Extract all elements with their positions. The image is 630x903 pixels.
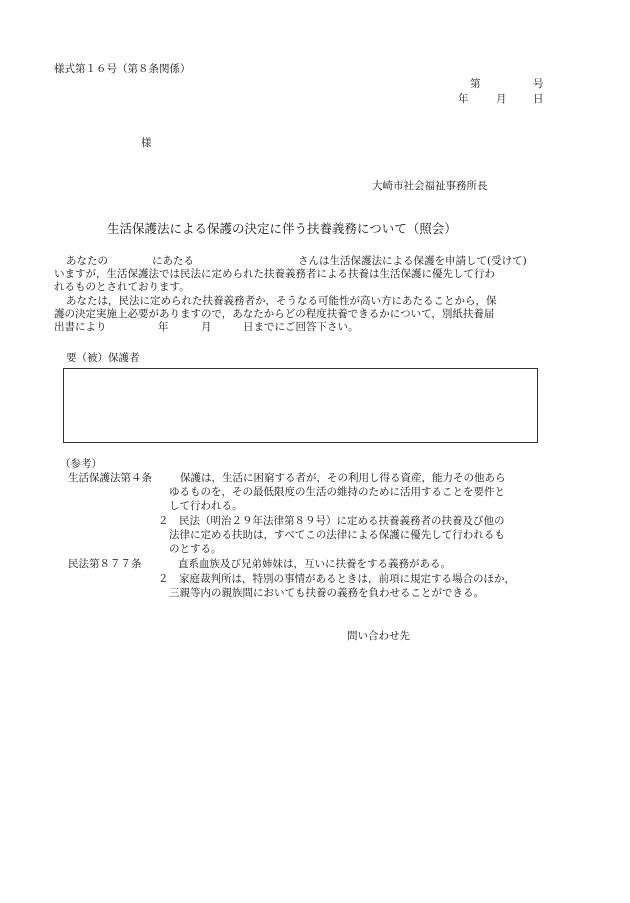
date-month: 月 [496,93,507,105]
article4-line2: ゆるものを，その最低限度の生活の維持のために活用することを要件と [169,486,505,498]
body-line6-month: 月 [201,321,212,333]
protected-person-label: 要（被）保護者 [66,352,140,364]
body-line1-a: あなたの [66,255,108,267]
civil877-2-line1: ２ 家庭裁判所は，特別の事情があるときは，前項に規定する場合のほか， [158,573,515,585]
issuer-name: 大崎市社会福祉事務所長 [372,180,488,192]
article4-line1: 保護は，生活に困窮する者が，その利用し得る資産，能力その他あら [180,472,506,484]
civil877-2-line2: 三親等内の親族間においても扶養の義務を負わせることができる。 [169,587,484,599]
document-title: 生活保護法による保護の決定に伴う扶養義務について（照会） [107,221,457,236]
date-day: 日 [533,93,544,105]
article4-2-line3: のとする。 [169,543,222,555]
date-year: 年 [458,93,469,105]
reference-heading: （参考） [60,458,102,470]
body-line6-c: 日までにご回答下さい。 [243,321,359,333]
civil877-text: 直系血族及び兄弟姉妹は，互いに扶養をする義務がある。 [178,558,451,570]
article4-2-line1: ２ 民法（明治２９年法律第８９号）に定める扶養義務者の扶養及び他の [158,515,505,527]
protected-person-box[interactable] [63,368,538,443]
body-line2: いますが，生活保護法では民法に定められた扶養義務者による扶養は生活保護に優先して行わ [54,268,495,280]
body-line4: あなたは，民法に定められた扶養義務者か，そうなる可能性が高い方にあたることから，保 [66,295,497,307]
body-line6-year: 年 [158,321,169,333]
number-prefix: 第 [470,78,481,90]
article4-line3: して行われる。 [169,500,243,512]
article4-label: 生活保護法第４条 [68,472,152,484]
form-number: 様式第１６号（第８条関係） [54,63,191,75]
recipient-honorific: 様 [141,137,152,149]
body-line1-c: さんは生活保護法による保護を申請して(受けて) [298,255,527,267]
civil877-label: 民法第８７７条 [68,558,142,570]
article4-2-line2: 法律に定める扶助は，すべてこの法律による保護に優先して行われるも [169,529,505,541]
body-line5: 護の決定実施上必要がありますので，あなたからどの程度扶養できるかについて，別紙扶養届 [54,308,495,320]
body-line6-a: 出書により [54,321,107,333]
body-line3: れるものとされております。 [54,281,190,293]
number-suffix: 号 [533,78,544,90]
contact-label: 問い合わせ先 [347,630,410,642]
body-line1-b: にあたる [152,255,194,267]
